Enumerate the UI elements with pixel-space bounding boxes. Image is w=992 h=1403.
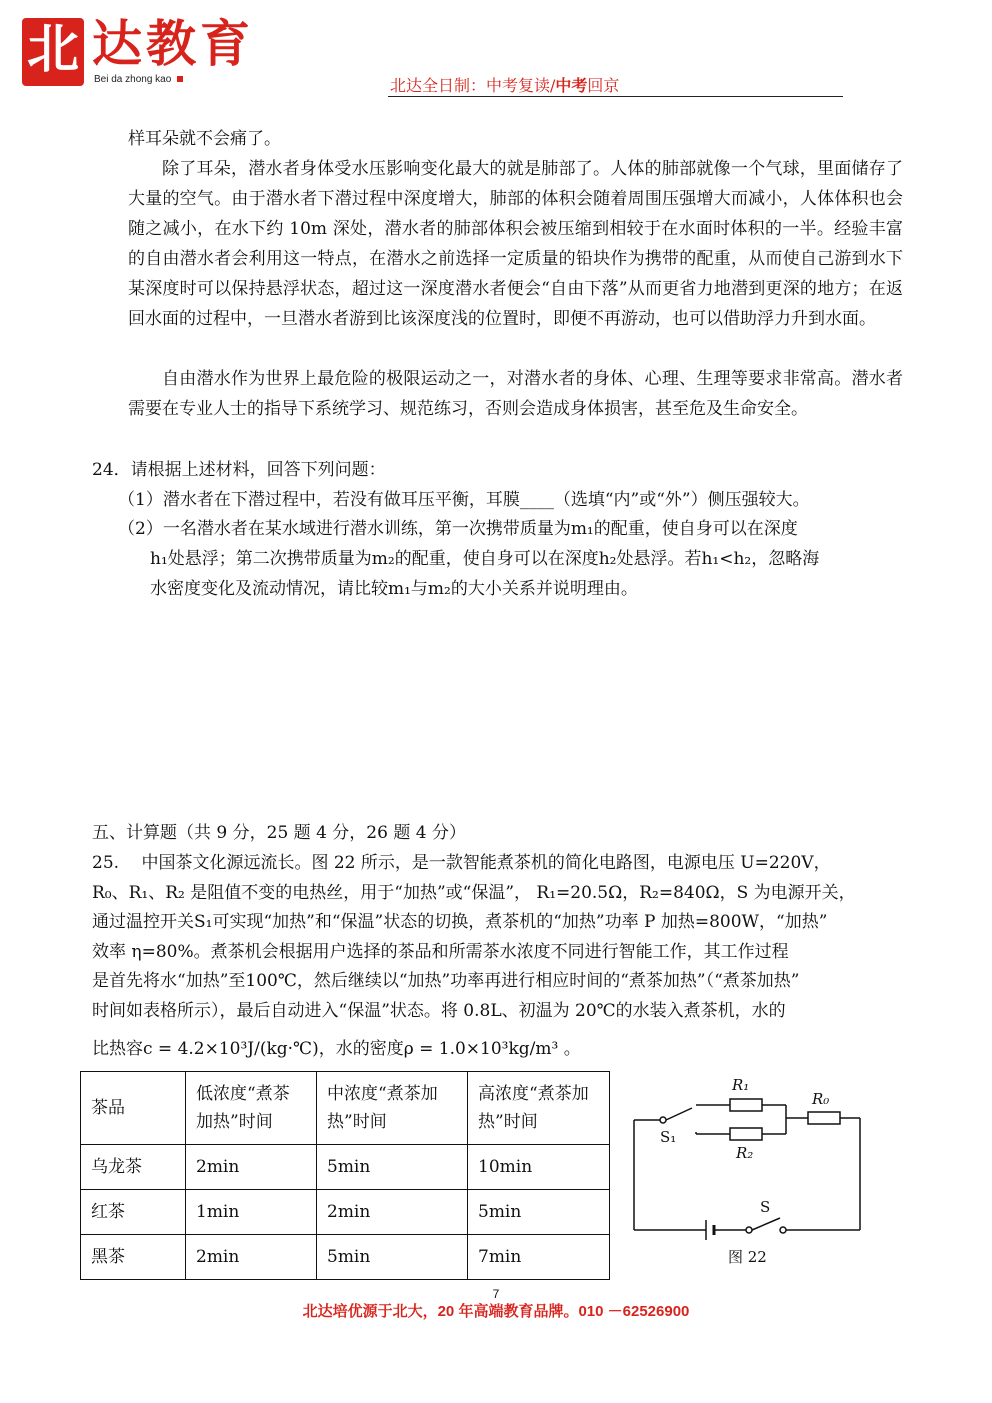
q25-line-5: 是首先将水“加热”至100℃，然后继续以“加热”功率再进行相应时间的“煮茶加热”（“煮茶加热” bbox=[92, 971, 800, 991]
q25-line-1: 25. 中国茶文化源远流长。图 22 所示，是一款智能煮茶机的简化电路图，电源电压 U=220V， bbox=[92, 853, 831, 873]
switch-s-blade bbox=[752, 1218, 780, 1230]
q24-stem: 24．请根据上述材料，回答下列问题： bbox=[92, 460, 386, 480]
label-r2: R₂ bbox=[736, 1144, 754, 1162]
label-r0: R₀ bbox=[812, 1090, 830, 1108]
q25-line-4: 效率 η=80%。煮茶机会根据用户选择的茶品和所需茶水浓度不同进行智能工作，其工作过程 bbox=[92, 942, 789, 962]
q25-line-2: R₀、R₁、R₂ 是阻值不变的电热丝，用于“加热”或“保温”， R₁=20.5Ω，R₂=840Ω，S 为电源开关， bbox=[92, 883, 856, 903]
page-number: 7 bbox=[492, 1287, 500, 1301]
circuit-diagram bbox=[620, 1070, 880, 1250]
table-header-cell: 茶品 bbox=[81, 1072, 186, 1145]
label-s: S bbox=[760, 1198, 771, 1216]
resistor-r1 bbox=[730, 1099, 762, 1111]
table-header-cell: 中浓度“煮茶加热”时间 bbox=[317, 1072, 468, 1145]
table-cell: 2min bbox=[186, 1145, 317, 1190]
q24-sub2-line3: 水密度变化及流动情况，请比较m₁与m₂的大小关系并说明理由。 bbox=[150, 579, 638, 599]
table-cell: 1min bbox=[186, 1190, 317, 1235]
table-cell: 5min bbox=[317, 1235, 468, 1280]
footer-text: 北达培优源于北大，20 年高端教育品牌。010 －62526900 bbox=[302, 1303, 690, 1320]
resistor-r0 bbox=[808, 1112, 840, 1124]
q24-sub2-line1: （2）一名潜水者在某水域进行潜水训练，第一次携带质量为m₁的配重，使自身可以在深度 bbox=[118, 519, 798, 539]
logo-text: 达教育 bbox=[92, 14, 254, 73]
header-divider bbox=[388, 96, 843, 97]
figure-caption: 图 22 bbox=[728, 1248, 767, 1266]
material-line: 样耳朵就不会痛了。 bbox=[128, 129, 281, 149]
table-cell: 7min bbox=[468, 1235, 610, 1280]
table-row bbox=[81, 1145, 610, 1190]
table-cell: 2min bbox=[317, 1190, 468, 1235]
label-s1: S₁ bbox=[660, 1128, 677, 1146]
table-cell: 10min bbox=[468, 1145, 610, 1190]
section-title: 五、计算题（共 9 分，25 题 4 分，26 题 4 分） bbox=[92, 823, 466, 843]
table-row bbox=[81, 1235, 610, 1280]
switch-s-contact bbox=[746, 1227, 752, 1233]
logo-subtitle: Bei da zhong kao bbox=[94, 74, 183, 85]
table-header-row bbox=[81, 1072, 610, 1145]
table-cell: 黑茶 bbox=[81, 1235, 186, 1280]
table-cell: 红茶 bbox=[81, 1190, 186, 1235]
table-row bbox=[81, 1190, 610, 1235]
resistor-r2 bbox=[730, 1128, 762, 1140]
switch-s1-blade bbox=[666, 1108, 692, 1120]
q25-line-6: 时间如表格所示），最后自动进入“保温”状态。将 0.8L、初温为 20℃的水装入煮茶机，水的 bbox=[92, 1001, 786, 1021]
table-cell: 5min bbox=[317, 1145, 468, 1190]
tea-time-table bbox=[80, 1071, 610, 1280]
q25-line-3: 通过温控开关S₁可实现“加热”和“保温”状态的切换，煮茶机的“加热”功率 P 加热=800W，“加热” bbox=[92, 912, 828, 932]
label-r1: R₁ bbox=[732, 1076, 750, 1094]
q25-line-7: 比热容c = 4.2×10³J/(kg·℃)，水的密度ρ = 1.0×10³kg/m³ 。 bbox=[92, 1039, 581, 1059]
table-cell: 5min bbox=[468, 1190, 610, 1235]
switch-s1-contact bbox=[660, 1117, 666, 1123]
table-cell: 乌龙茶 bbox=[81, 1145, 186, 1190]
table-cell: 2min bbox=[186, 1235, 317, 1280]
logo-char: 北 bbox=[26, 19, 79, 80]
material-paragraph-2: 自由潜水作为世界上最危险的极限运动之一，对潜水者的身体、心理、生理等要求非常高。潜水者需要在专业人士的指导下系统学习、规范练习，否则会造成身体损害，甚至危及生命安全。 bbox=[128, 369, 903, 419]
table-header-cell: 高浓度“煮茶加热”时间 bbox=[468, 1072, 610, 1145]
material-paragraph-1: 除了耳朵，潜水者身体受水压影响变化最大的就是肺部了。人体的肺部就像一个气球，里面储存了大量的空气。由于潜水者下潜过程中深度增大，肺部的体积会随着周围压强增大而减小，人体体积也会随之减小，在水下约 10m 深处，潜水者的肺部体积会被压缩到相较于在水面时体积的一半。经验丰富的自由潜水者会利用这一特点，在潜水之前选择一定质量的铅块作为携带的配重，从而使自己游到水下某深度时可以保持悬浮状态，超过这一深度潜水者便会“自由下落”从而更省力地潜到更深的地方；在返回水面的过程中，一旦潜水者游到比该深度浅的位置时，即便不再游动，也可以借助浮力升到水面。 bbox=[128, 159, 903, 329]
q24-sub1: （1）潜水者在下潜过程中，若没有做耳压平衡，耳膜____（选填“内”或“外”）侧压强较大。 bbox=[118, 490, 810, 510]
table-header-cell: 低浓度“煮茶加热”时间 bbox=[186, 1072, 317, 1145]
switch-s-contact bbox=[780, 1227, 786, 1233]
header-slogan: 北达全日制：中考复读/中考回京 bbox=[390, 76, 620, 95]
q24-sub2-line2: h₁处悬浮；第二次携带质量为m₂的配重，使自身可以在深度h₂处悬浮。若h₁<h₂，忽略海 bbox=[150, 549, 820, 569]
